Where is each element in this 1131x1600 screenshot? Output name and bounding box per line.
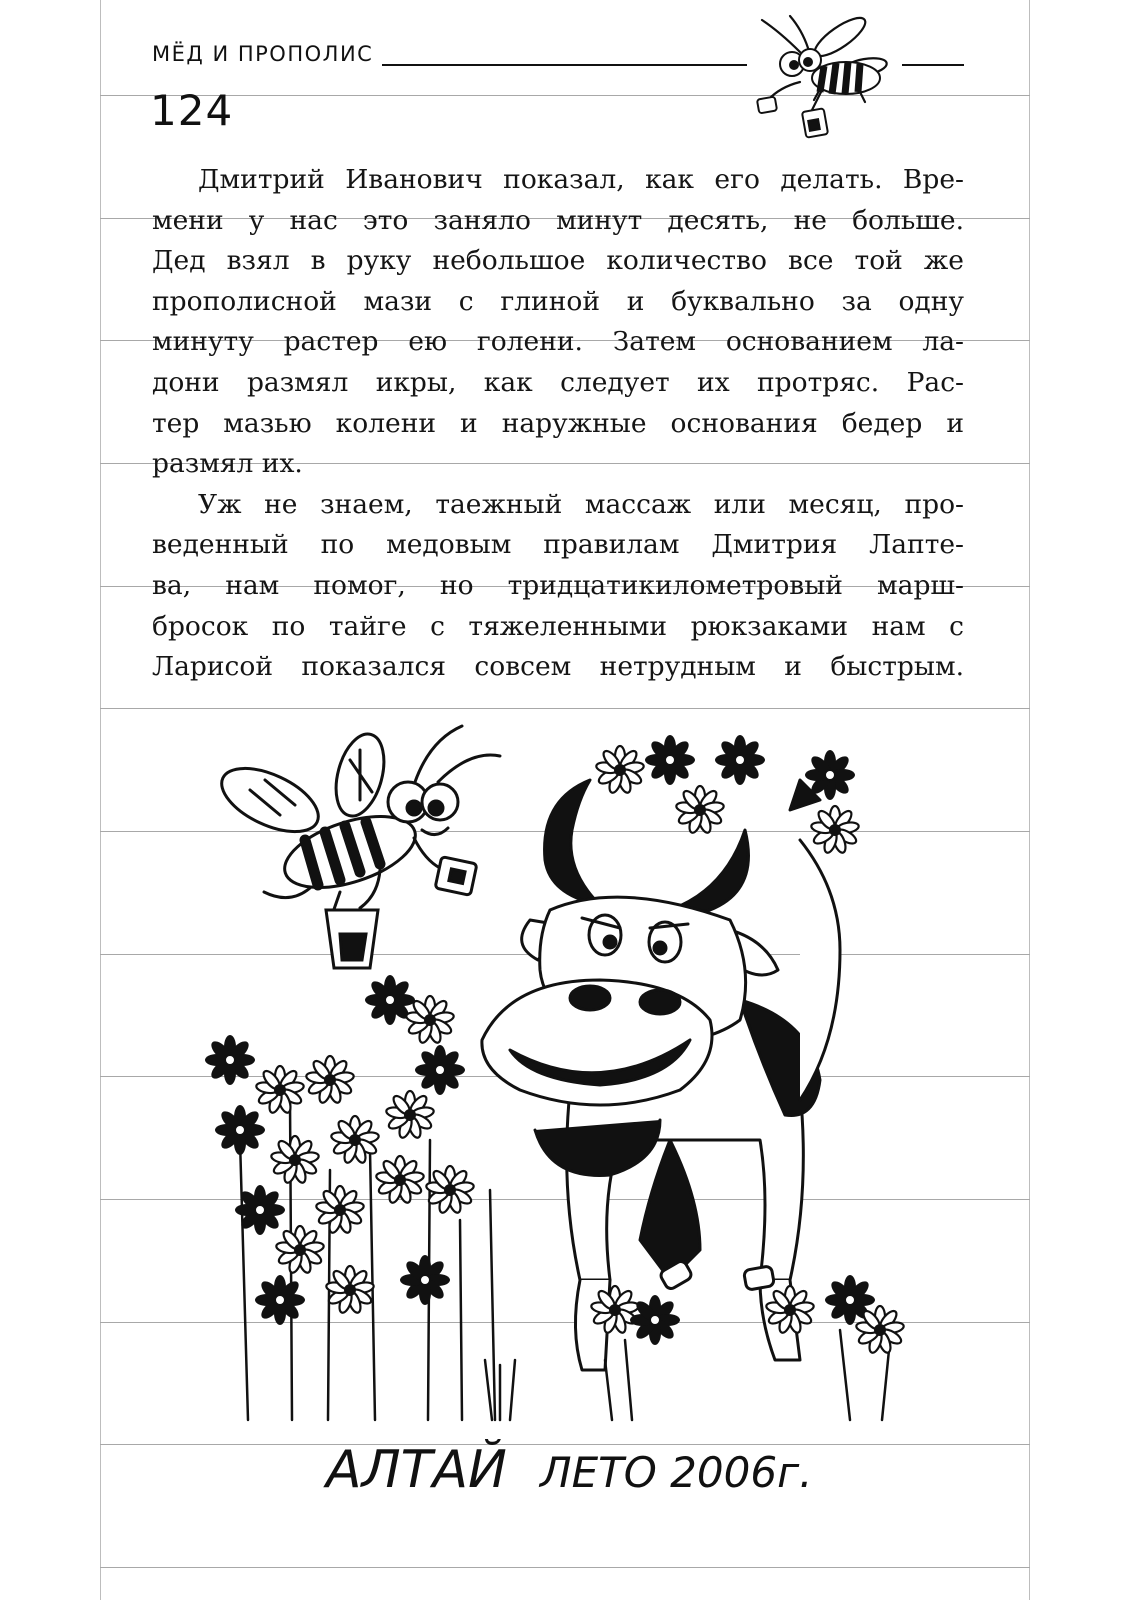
text-line: ва, нам помог, но тридцатикилометровый марш-	[152, 569, 964, 601]
running-title: МЁД И ПРОПОЛИС	[152, 42, 374, 66]
text-line: размял их.	[152, 448, 303, 480]
text-line: Дед взял в руку небольшое количество все той же	[152, 245, 964, 277]
paragraph	[152, 160, 964, 485]
text-line: веденный по медовым правилам Дмитрия Лапте-	[152, 529, 964, 561]
bee-drawing	[212, 726, 500, 968]
text-line: минуту растер ею голени. Затем основанием ла-	[152, 326, 964, 358]
caption-left-handwritten	[322, 1425, 507, 1505]
text-line: Дмитрий Иванович показал, как его делать. Вре-	[198, 164, 964, 195]
header-rule	[902, 64, 964, 66]
text-line: Уж не знаем, таежный массаж или месяц, про-	[198, 488, 964, 520]
svg-text:АЛТАЙ: АЛТАЙ	[326, 1440, 507, 1500]
ruled-line	[100, 708, 1030, 709]
cow-drawing	[482, 780, 840, 1370]
text-line: бросок по тайге с тяжеленными рюкзаками нам с	[152, 610, 964, 642]
ruled-line	[100, 1567, 1030, 1568]
header-bee-icon	[740, 12, 900, 142]
paragraph	[152, 485, 964, 688]
header-rule	[382, 64, 747, 66]
svg-text:ЛЕТО 2006г.: ЛЕТО 2006г.	[540, 1448, 813, 1497]
text-line: дони размял икры, как следует их протряс. Рас-	[152, 366, 964, 398]
caption-right-handwritten	[538, 1425, 813, 1505]
text-line: тер мазью колени и наружные основания бедер и	[152, 407, 964, 439]
text-line: мени у нас это заняло минут десять, не больше.	[152, 204, 964, 236]
page-number: 124	[150, 86, 234, 135]
cow-and-bee-illustration	[200, 720, 900, 1420]
text-line: Ларисой показался совсем нетрудным и быстрым.	[152, 651, 964, 683]
text-line: прополисной мази с глиной и буквально за одну	[152, 285, 964, 317]
body-text	[152, 160, 964, 688]
